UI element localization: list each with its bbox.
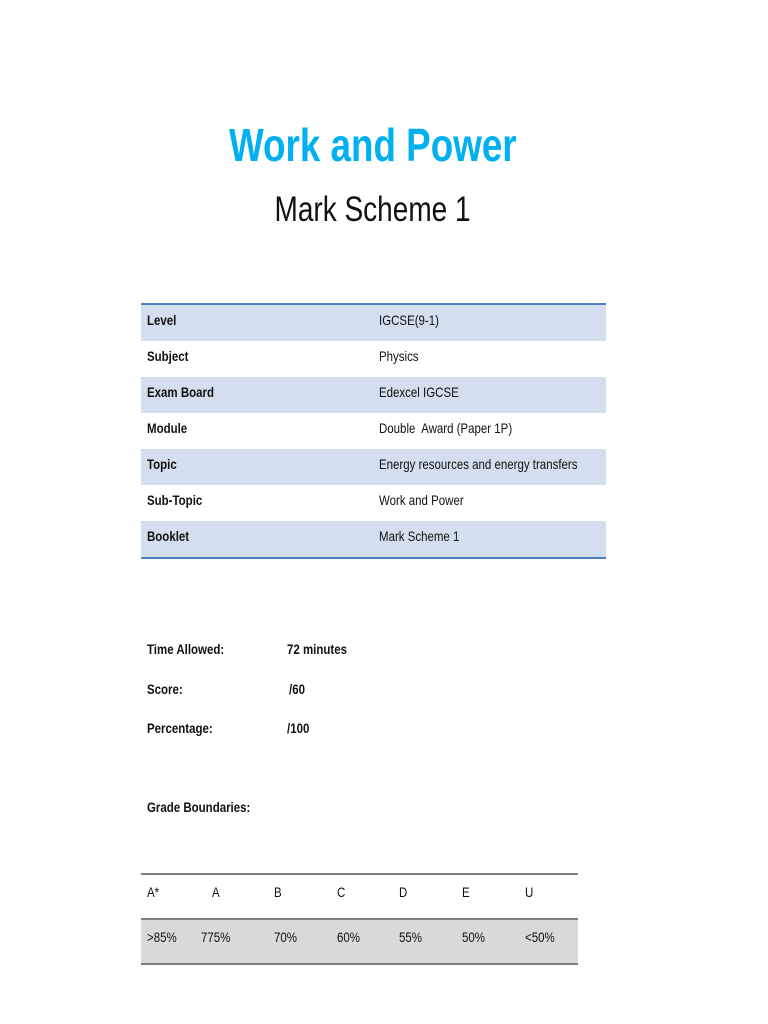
row-value: Work and Power	[379, 492, 464, 508]
grade-header: U	[525, 884, 534, 900]
row-label: Level	[147, 312, 177, 328]
percentage-label: Percentage:	[147, 720, 213, 736]
row-value: Edexcel IGCSE	[379, 384, 459, 400]
table-row	[141, 485, 606, 521]
grade-boundaries-table	[141, 873, 578, 965]
grade-header: D	[399, 884, 408, 900]
grade-header: A*	[147, 884, 160, 900]
grade-value: 775%	[201, 929, 231, 945]
grade-value: 70%	[274, 929, 297, 945]
table-row	[141, 341, 606, 377]
row-label: Module	[147, 420, 188, 436]
row-label: Exam Board	[147, 384, 214, 400]
row-value: Energy resources and energy transfers	[379, 456, 578, 472]
table-row	[141, 521, 606, 557]
grade-value: 50%	[462, 929, 485, 945]
grade-value: 60%	[337, 929, 360, 945]
row-label: Booklet	[147, 528, 190, 544]
grade-value: <50%	[525, 929, 555, 945]
table-row	[141, 413, 606, 449]
row-value: Mark Scheme 1	[379, 528, 460, 544]
time-allowed-value: 72 minutes	[287, 641, 347, 657]
table-row	[141, 449, 606, 485]
grade-value: >85%	[147, 929, 177, 945]
grade-header: C	[337, 884, 346, 900]
row-value: IGCSE(9-1)	[379, 312, 439, 328]
grade-header: B	[274, 884, 282, 900]
row-value: Double Award (Paper 1P)	[379, 420, 513, 436]
grade-value: 55%	[399, 929, 422, 945]
grade-header: E	[462, 884, 470, 900]
row-label: Topic	[147, 456, 177, 472]
grade-header: A	[212, 884, 220, 900]
document-subtitle: Mark Scheme 1	[274, 190, 472, 229]
row-label: Subject	[147, 348, 189, 364]
table-row	[141, 305, 606, 341]
time-allowed-label: Time Allowed:	[147, 641, 225, 657]
score-label: Score:	[147, 681, 183, 697]
row-value: Physics	[379, 348, 419, 364]
table-row	[141, 377, 606, 413]
grade-boundaries-label: Grade Boundaries:	[147, 799, 251, 815]
row-label: Sub-Topic	[147, 492, 203, 508]
grade-header-row	[141, 875, 578, 918]
info-table	[141, 303, 606, 559]
grade-values-row	[141, 918, 578, 963]
percentage-value: /100	[287, 720, 310, 736]
document-title: Work and Power	[229, 119, 517, 171]
score-value: /60	[289, 681, 305, 697]
